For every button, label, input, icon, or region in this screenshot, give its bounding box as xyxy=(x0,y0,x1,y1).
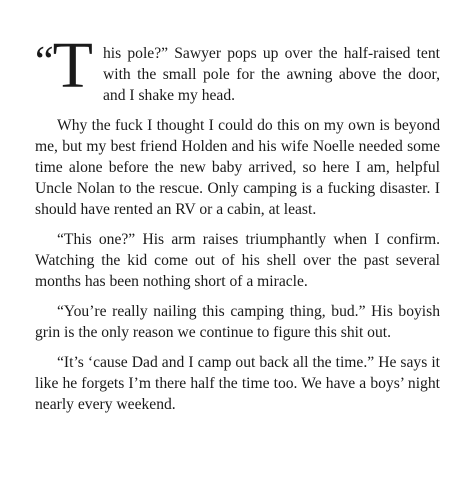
paragraph-text: his pole?” Sawyer pops up over the half-raised tent with the small pole for the awning above the door, and I shake my head. xyxy=(102,45,440,104)
paragraph: “It’s ‘cause Dad and I camp out back all the time.” He says it like he forgets I’m there half the time too. We have a boys’ night nearly every weekend. xyxy=(35,354,440,413)
drop-cap-letter: T xyxy=(52,29,93,102)
paragraph: “You’re really nailing this camping thing, bud.” His boyish grin is the only reason we continue to figure this shit out. xyxy=(35,303,440,341)
paragraph-opening xyxy=(35,29,440,106)
paragraph: Why the fuck I thought I could do this on my own is beyond me, but my best friend Holden and his wife Noelle needed some time alone before the new baby arrived, so here I am, helpful Uncle Nolan to the rescue. Only camping is a fucking disaster. I should have rented an RV or a cabin, at least. xyxy=(35,117,440,218)
drop-cap xyxy=(35,29,93,102)
paragraph: “This one?” His arm raises triumphantly when I confirm. Watching the kid come out of his shell over the past several months has been nothing short of a miracle. xyxy=(35,231,440,290)
book-page xyxy=(35,29,440,424)
drop-cap-quote: “ xyxy=(35,39,54,85)
